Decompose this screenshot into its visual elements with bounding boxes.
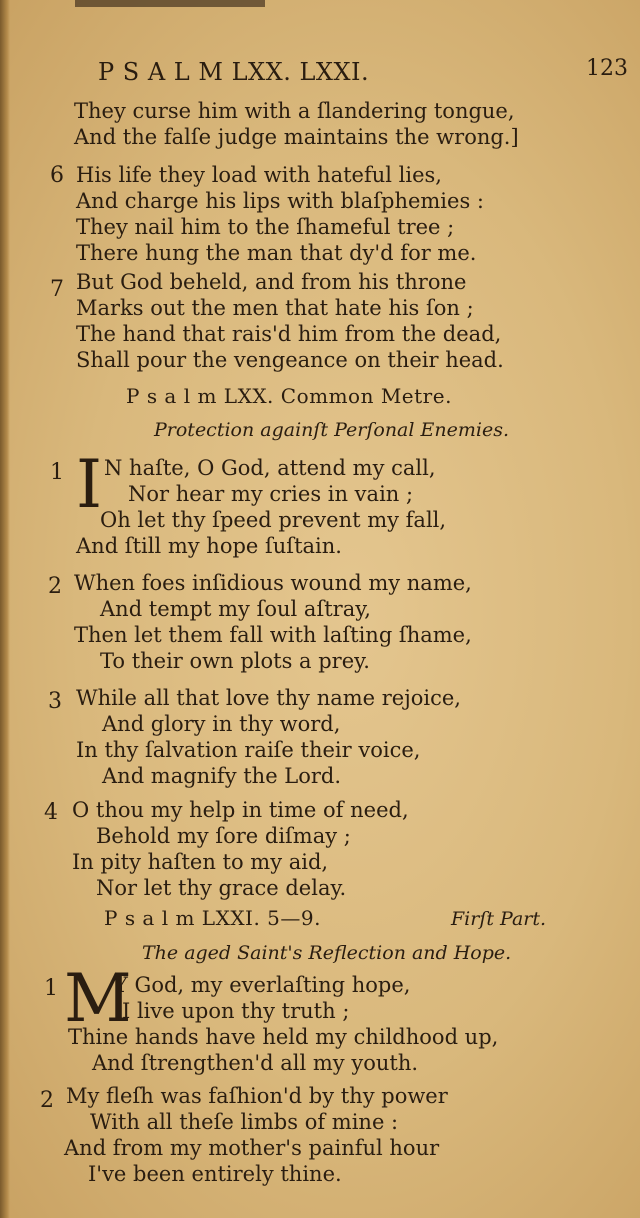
verse-line: They nail him to the ſhameful tree ; [76,215,455,239]
verse-line: Thine hands have held my childhood up, [68,1025,499,1049]
verse-line: When foes inſidious wound my name, [74,571,472,595]
verse-line: I live upon thy truth ; [122,999,350,1023]
stanza-number: 2 [48,574,62,599]
verse-line: And glory in thy word, [102,712,341,736]
verse-line: Nor let thy grace delay. [96,876,347,900]
verse-line: And tempt my ſoul aſtray, [100,597,371,621]
running-title: P S A L M LXX. LXXI. [98,58,370,86]
stanza-number: 7 [50,277,64,302]
drop-cap: I [76,446,103,523]
psalm-heading: P s a l m LXX. Common Metre. [126,384,452,408]
verse-line: And the falſe judge maintains the wrong.] [74,125,519,149]
stanza-number: 6 [50,163,64,188]
verse-line: Nor hear my cries in vain ; [128,482,414,506]
verse-line: To their own plots a prey. [100,649,370,673]
verse-line: Then let them fall with laſting ſhame, [74,623,472,647]
verse-line: Behold my ſore diſmay ; [96,824,351,848]
drop-cap: M [64,960,132,1037]
verse-line: His life they load with hateful lies, [76,163,442,187]
stanza-number: 2 [40,1088,54,1113]
verse-line: With all theſe limbs of mine : [90,1110,399,1134]
verse-line: And from my mother's painful hour [64,1136,440,1160]
psalm-part-label: Firſt Part. [451,908,547,930]
page-gutter-shadow [0,0,10,1218]
verse-line: And magnify the Lord. [102,764,342,788]
verse-line: The hand that rais'd him from the dead, [76,322,502,346]
verse-line: Marks out the men that hate his ſon ; [76,296,474,320]
verse-line: While all that love thy name rejoice, [76,686,461,710]
verse-line: I've been entirely thine. [88,1162,342,1186]
verse-line: And ſtrengthen'd all my youth. [92,1051,419,1075]
top-edge-mark [75,0,265,7]
psalm-subtitle: The aged Saint's Reflection and Hope. [142,942,512,964]
verse-line: And ſtill my hope ſuſtain. [76,534,342,558]
verse-line: Oh let thy ſpeed prevent my fall, [100,508,447,532]
psalm-heading: P s a l m LXXI. 5—9. [104,906,321,930]
verse-line: And charge his lips with blaſphemies : [76,189,484,213]
verse-line: There hung the man that dy'd for me. [76,241,477,265]
page-number: 123 [586,56,628,81]
stanza-number: 1 [44,976,58,1001]
verse-line: Y God, my everlaſting hope, [114,973,411,997]
verse-line: But God beheld, and from his throne [76,270,467,294]
stanza-number: 3 [48,689,62,714]
verse-line: N haſte, O God, attend my call, [104,456,436,480]
verse-line: In pity haſten to my aid, [72,850,329,874]
verse-line: In thy ſalvation raiſe their voice, [76,738,421,762]
verse-line: O thou my help in time of need, [72,798,409,822]
verse-line: My fleſh was faſhion'd by thy power [66,1084,448,1108]
verse-line: Shall pour the vengeance on their head. [76,348,504,372]
psalm-subtitle: Protection againſt Perſonal Enemies. [154,419,509,441]
stanza-number: 1 [50,460,64,485]
stanza-number: 4 [44,800,58,825]
verse-line: They curse him with a ſlandering tongue, [74,99,515,123]
